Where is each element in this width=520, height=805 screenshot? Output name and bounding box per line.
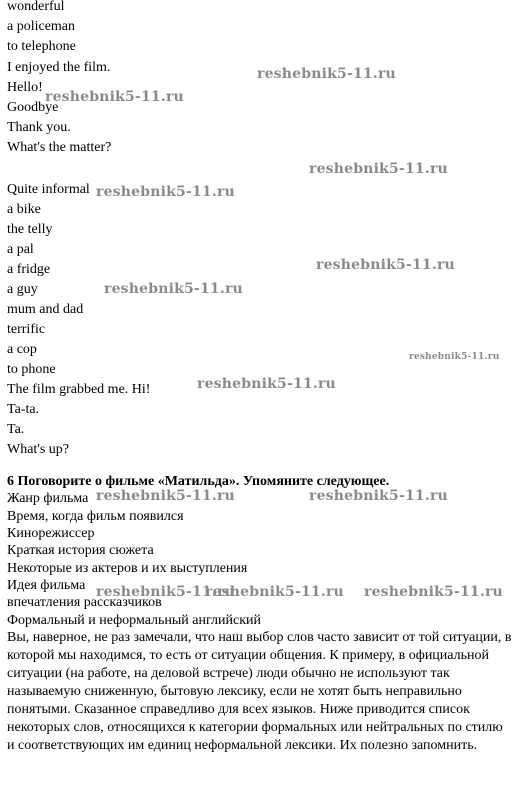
vocab-item: to telephone xyxy=(7,39,76,54)
watermark: reshebnik5-11.ru xyxy=(104,281,243,297)
watermark: reshebnik5-11.ru xyxy=(309,161,448,177)
task-heading: 6 Поговорите о фильме «Матильда». Упомяните следующее. xyxy=(7,474,390,489)
vocab-item: a policeman xyxy=(7,19,76,34)
vocab-item: the telly xyxy=(7,222,53,237)
watermark: reshebnik5-11.ru xyxy=(409,352,500,362)
vocab-item: Quite informal xyxy=(7,182,90,197)
task-item: Жанр фильма xyxy=(7,491,89,506)
vocab-item: Goodbye xyxy=(7,100,59,115)
watermark: reshebnik5-11.ru xyxy=(96,184,235,200)
vocab-item: What's the matter? xyxy=(7,140,112,155)
vocab-item: a cop xyxy=(7,342,37,357)
task-item: Идея фильма xyxy=(7,578,86,593)
vocab-item: wonderful xyxy=(7,0,65,14)
watermark: reshebnik5-11.ru xyxy=(96,488,235,504)
watermark: reshebnik5-11.ru xyxy=(45,89,184,105)
watermark: reshebnik5-11.ru xyxy=(197,376,336,392)
watermark: reshebnik5-11.ru xyxy=(96,584,235,600)
vocab-item: a bike xyxy=(7,202,41,217)
task-item: Краткая история сюжета xyxy=(7,543,154,558)
vocab-item: Hello! xyxy=(7,80,43,95)
vocab-item: I enjoyed the film. xyxy=(7,60,111,75)
vocab-item: a pal xyxy=(7,242,34,257)
body-paragraph: Вы, наверное, не раз замечали, что наш выбор слов часто зависит от той ситуации, в которой мы находимся, то есть от ситуации общения. К примеру, в официальной ситуации (на работе, на деловой встрече) люди обычно не используют так называемую сниженную, бытовую лексику, если не хотят быть неправильно понятыми. Сказанное справедливо для всех языков. Ниже приводится список некоторых слов, относящихся к категории формальных или нейтральных по стилю и соответствующих им единиц неформальной лексики. Их полезно запомнить. xyxy=(7,630,512,753)
watermark: reshebnik5-11.ru xyxy=(309,488,448,504)
vocab-item: Ta-ta. xyxy=(7,402,40,417)
task-item: Некоторые из актеров и их выступления xyxy=(7,561,248,576)
vocab-item: terrific xyxy=(7,322,46,337)
watermark: reshebnik5-11.ru xyxy=(316,257,455,273)
vocab-item: to phone xyxy=(7,362,56,377)
task-item: Формальный и неформальный английский xyxy=(7,613,262,628)
vocab-item: a fridge xyxy=(7,262,51,277)
watermark: reshebnik5-11.ru xyxy=(257,66,396,82)
task-item: впечатления рассказчиков xyxy=(7,595,162,610)
vocab-item: Thank you. xyxy=(7,120,71,135)
task-item: Время, когда фильм появился xyxy=(7,509,184,524)
task-item: Кинорежиссер xyxy=(7,526,95,541)
vocab-item: The film grabbed me. Hi! xyxy=(7,382,151,397)
vocab-item: What's up? xyxy=(7,442,70,457)
vocab-item: Ta. xyxy=(7,422,25,437)
watermark: reshebnik5-11.ru xyxy=(205,584,344,600)
vocab-item: mum and dad xyxy=(7,302,84,317)
watermark: reshebnik5-11.ru xyxy=(364,584,503,600)
vocab-item: a guy xyxy=(7,282,38,297)
